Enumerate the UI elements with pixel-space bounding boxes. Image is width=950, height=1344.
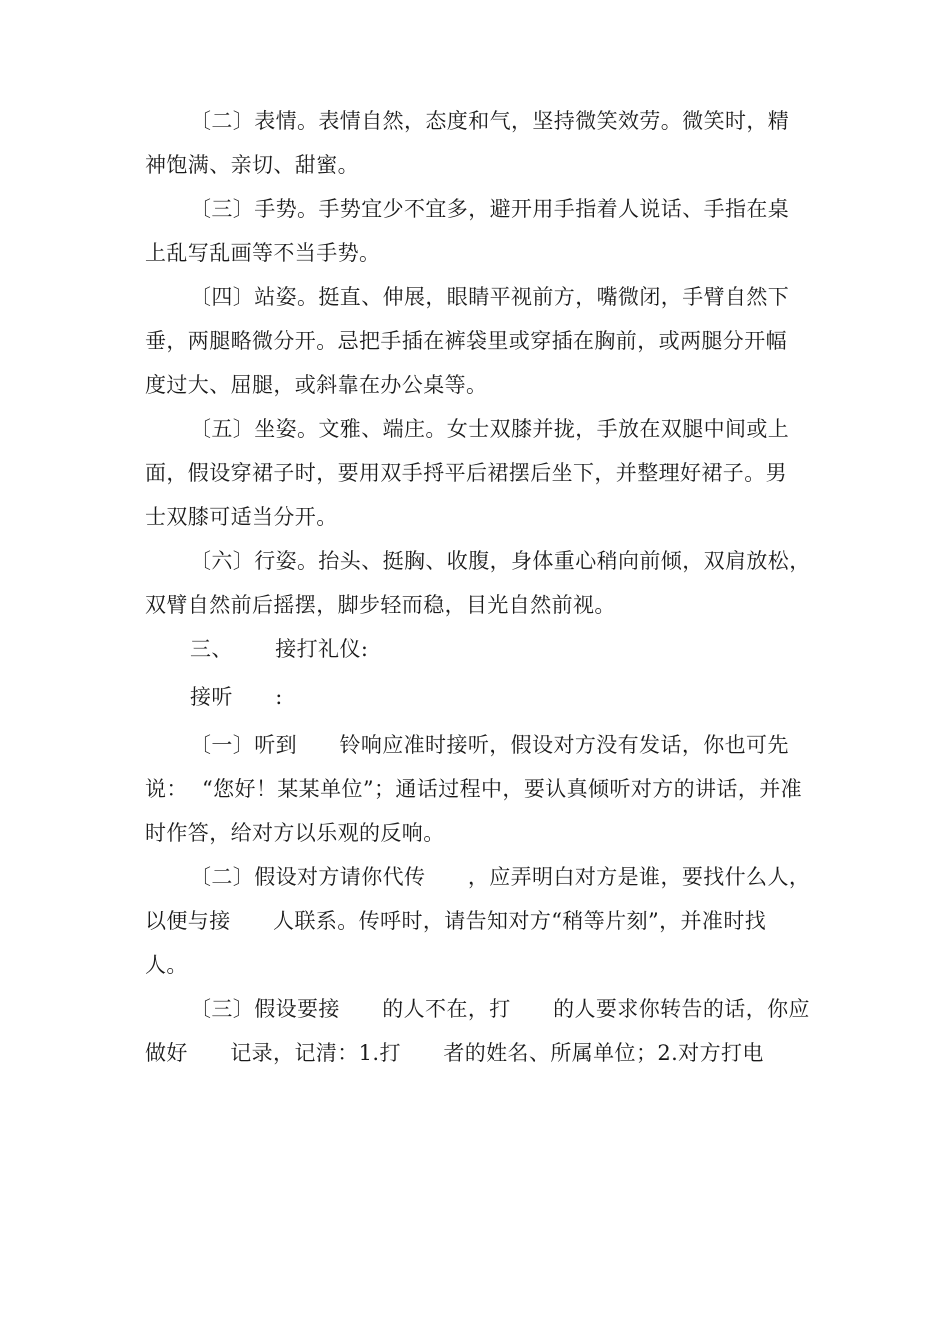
text-line: 度过大、屈腿，或斜靠在办公桌等。 <box>145 373 488 397</box>
text-line: 〔六〕行姿。抬头、挺胸、收腹，身体重心稍向前倾，双肩放松， <box>190 549 811 573</box>
text-line: 说： “您好！某某单位”；通话过程中，要认真倾听对方的讲话，并准 <box>145 777 803 801</box>
text-line: 〔四〕站姿。挺直、伸展，眼睛平视前方，嘴微闭，手臂自然下 <box>190 285 790 309</box>
text-line: 做好 记录，记清：1.打 者的姓名、所属单位；2.对方打电 <box>145 1041 764 1065</box>
text-line: 〔一〕听到 铃响应准时接听，假设对方没有发话，你也可先 <box>190 733 789 757</box>
text-line: 人。 <box>145 953 188 977</box>
subsection-heading: 接听 : <box>190 685 283 709</box>
text-line: 时作答，给对方以乐观的反响。 <box>145 821 445 845</box>
section-heading: 三、 接打礼仪: <box>190 637 369 661</box>
text-line: 〔二〕假设对方请你代传 ，应弄明白对方是谁，要找什么人， <box>190 865 811 889</box>
text-line: 〔五〕坐姿。文雅、端庄。女士双膝并拢，手放在双腿中间或上 <box>190 417 790 441</box>
text-line: 士双膝可适当分开。 <box>145 505 338 529</box>
text-line: 以便与接 人联系。传呼时，请告知对方“稍等片刻”，并准时找 <box>145 909 767 933</box>
text-line: 〔二〕表情。表情自然，态度和气，坚持微笑效劳。微笑时，精 <box>190 109 790 133</box>
text-line: 面，假设穿裙子时，要用双手捋平后裙摆后坐下，并整理好裙子。男 <box>145 461 787 485</box>
text-line: 垂，两腿略微分开。忌把手插在裤袋里或穿插在胸前，或两腿分开幅 <box>145 329 787 353</box>
text-line: 〔三〕手势。手势宜少不宜多，避开用手指着人说话、手指在桌 <box>190 197 790 221</box>
text-line: 〔三〕假设要接 的人不在，打 的人要求你转告的话，你应 <box>190 997 810 1021</box>
text-line: 神饱满、亲切、甜蜜。 <box>145 153 359 177</box>
text-line: 双臂自然前后摇摆，脚步轻而稳，目光自然前视。 <box>145 593 616 617</box>
text-line: 上乱写乱画等不当手势。 <box>145 241 381 265</box>
